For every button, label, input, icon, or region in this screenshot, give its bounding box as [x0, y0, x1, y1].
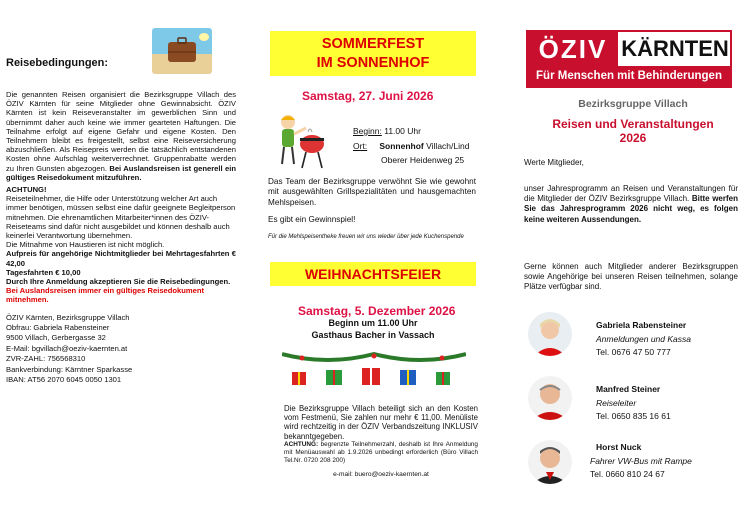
person-gabriela — [596, 319, 691, 360]
summer-festival-banner — [270, 31, 476, 76]
acceptance-note: Durch Ihre Anmeldung akzeptieren Sie die Reisebedingungen. — [6, 277, 231, 287]
contact-block — [6, 313, 236, 386]
program-title-line1: Reisen und Veranstaltungen — [552, 117, 714, 131]
christmas-party-date: Samstag, 5. Dezember 2026 — [298, 304, 456, 318]
intro-keep-note: Bitte werfen Sie das Jahresprogramm 2026 nicht weg, es folgen keine weiteren Aussendungen. — [524, 194, 738, 224]
contact-line: Obfrau: Gabriela Rabensteiner — [6, 323, 110, 333]
beginn-value: 11.00 Uhr — [384, 126, 421, 136]
christmas-party-start: Beginn um 11.00 Uhr — [328, 318, 418, 328]
assistance-paragraph: Reiseteilnehmer, die Hilfe oder Unterstützung welcher Art auch immer benötigen, müssen selbst eine dafür geeignete Begleitperson mitnehmen. Die ehrenamtlichen Mitarbeiter*innen des ÖZIV-Reiseteams sind dafür nicht ausgebildet und können deshalb auch keinerlei Verantwortung übernehmen. — [6, 194, 236, 241]
program-title-year: 2026 — [619, 131, 647, 145]
raffle-note: Es gibt ein Gewinnspiel! — [268, 215, 356, 224]
intro-column — [520, 0, 746, 505]
intro-text: unser Jahresprogramm an Reisen und Veranstaltungen für die Mitglieder der ÖZIV Bezirksgruppe Villach. — [524, 184, 738, 204]
contact-line: Bankverbindung: Kärntner Sparkasse — [6, 364, 133, 374]
christmas-registration-note — [284, 441, 478, 464]
logo-oziv-text: ÖZIV — [528, 32, 618, 66]
christmas-party-banner: WEIHNACHTSFEIER — [270, 262, 476, 286]
greeting: Werte Mitglieder, — [524, 158, 584, 167]
avatar-gabriela — [528, 312, 572, 356]
beginn-label: Beginn: — [353, 126, 382, 136]
events-column — [268, 0, 478, 505]
christmas-party-venue: Gasthaus Bacher in Vassach — [311, 329, 435, 340]
avatar-horst — [528, 440, 572, 484]
christmas-achtung-text: begrenzte Teilnehmerzahl, deshalb ist Ihre Anmeldung mit Menüauswahl ab 1.9.2026 unbedingt erforderlich (Büro Villach Tel.Nr. 0720 208 200) — [284, 441, 478, 464]
christmas-email[interactable]: e-mail: buero@oeziv-kaernten.at — [333, 471, 429, 478]
christmas-party-info — [268, 318, 478, 341]
summer-festival-date: Samstag, 27. Juni 2026 — [302, 89, 434, 103]
person-horst — [590, 441, 692, 482]
summer-festival-subtitle: IM SONNENHOF — [316, 55, 430, 71]
avatar-manfred — [528, 376, 572, 420]
contact-line: IBAN: AT56 2070 6045 0050 1301 — [6, 375, 122, 385]
contact-line: ZVR-ZAHL: 756568310 — [6, 354, 86, 364]
beach-suitcase-image — [152, 28, 212, 74]
person-manfred — [596, 383, 671, 424]
logo-tagline: Für Menschen mit Behinderungen — [528, 66, 730, 86]
person-name: Manfred Steiner — [596, 384, 661, 394]
christmas-party-text: Die Bezirksgruppe Villach beteiligt sich an den Kosten vom Festmenü, Sie zahlen nur mehr € 11,00. Menüliste wird rechtzeitig in der ÖZIV Verbandszeitung INKLUSIV bekanntgegeben. — [284, 404, 478, 441]
passport-note: Bei Auslandsreisen ist generell ein gültiges Reisedokument mitzuführen. — [6, 163, 236, 182]
christmas-achtung-label: ACHTUNG: — [284, 441, 319, 448]
summer-festival-title: SOMMERFEST — [321, 36, 425, 52]
group-name: Bezirksgruppe Villach — [578, 98, 688, 110]
person-phone[interactable]: Tel. 0660 810 24 67 — [590, 469, 665, 479]
person-role: Anmeldungen und Kassa — [596, 333, 691, 344]
logo-kaernten-text: KÄRNTEN — [621, 36, 729, 61]
intro-paragraph — [524, 184, 738, 225]
christmas-garland-icon — [282, 348, 466, 390]
guests-paragraph: Gerne können auch Mitglieder anderer Bezirksgruppen sowie Angehörige bei unseren Reisen teilnehmen, solange Plätze verfügbar sind. — [524, 262, 738, 292]
person-name: Horst Nuck — [596, 442, 642, 452]
travel-conditions-text — [6, 90, 236, 386]
surcharge-multi-day: Aufpreis für angehörige Nichtmitglieder bei Mehrtagesfahrten € 42,00 — [6, 249, 236, 268]
ort-city: Villach/Lind — [426, 140, 470, 151]
ort-street: Oberer Heidenweg 25 — [381, 155, 465, 165]
ort-label: Ort: — [353, 140, 368, 151]
ort-venue: Sonnenhof — [379, 140, 424, 151]
achtung-heading: ACHTUNG! — [6, 185, 47, 195]
oziv-logo — [526, 30, 732, 88]
travel-conditions-column — [6, 0, 236, 505]
contact-line: ÖZIV Kärnten, Bezirksgruppe Villach — [6, 312, 130, 322]
foreign-travel-warning: Bei Auslandsreisen immer ein gültiges Reisedokument mitnehmen. — [6, 286, 205, 305]
summer-festival-text: Das Team der Bezirksgruppe verwöhnt Sie wie gewohnt mit ausgewählten Grillspezialitäten und hausgemachten Mehlspeisen. — [268, 177, 476, 207]
person-phone[interactable]: Tel. 0676 47 50 777 — [596, 347, 671, 357]
contact-line: 9500 Villach, Gerbergasse 32 — [6, 333, 106, 343]
surcharge-day-trip: Tagesfahrten € 10,00 — [6, 267, 81, 277]
grill-icon — [270, 112, 328, 172]
summer-festival-details — [353, 124, 469, 168]
person-name: Gabriela Rabensteiner — [596, 320, 687, 330]
travel-conditions-heading: Reisebedingungen: — [6, 57, 109, 69]
person-role: Reiseleiter — [596, 397, 637, 408]
program-title — [520, 117, 746, 145]
pets-note: Die Mitnahme von Haustieren ist nicht möglich. — [6, 240, 165, 250]
contact-email[interactable]: E-Mail: bgvillach@oeziv-kaernten.at — [6, 343, 128, 353]
conditions-paragraph: Die genannten Reisen organisiert die Bezirksgruppe Villach des ÖZIV Kärnten für seine Mitglieder ohne Gewinnabsicht. ÖZIV Kärnten ist kein Reiseveranstalter im gewerblichen Sinn und übernimmt daher auch keine wie immer gearteten Haftungen. Die Teilnahme erfolgt auf eigene Gefahr und eigene Kosten. Den Teilnehmern bleibt es freigestellt, selbst eine Reiseversicherung abzuschließen. Als Reisepreis werden die tatsächlich entstandenen Kosten ohne Aufschlag weiterverrechnet. Gruppenrabatte werden zu Ihren Gunsten abgezogen. — [6, 90, 236, 173]
person-role: Fahrer VW-Bus mit Rampe — [590, 455, 692, 466]
person-phone[interactable]: Tel. 0650 835 16 61 — [596, 411, 671, 421]
cake-donation-note: Für die Mehlspeisentheke freuen wir uns wieder über jede Kuchenspende — [268, 234, 464, 240]
